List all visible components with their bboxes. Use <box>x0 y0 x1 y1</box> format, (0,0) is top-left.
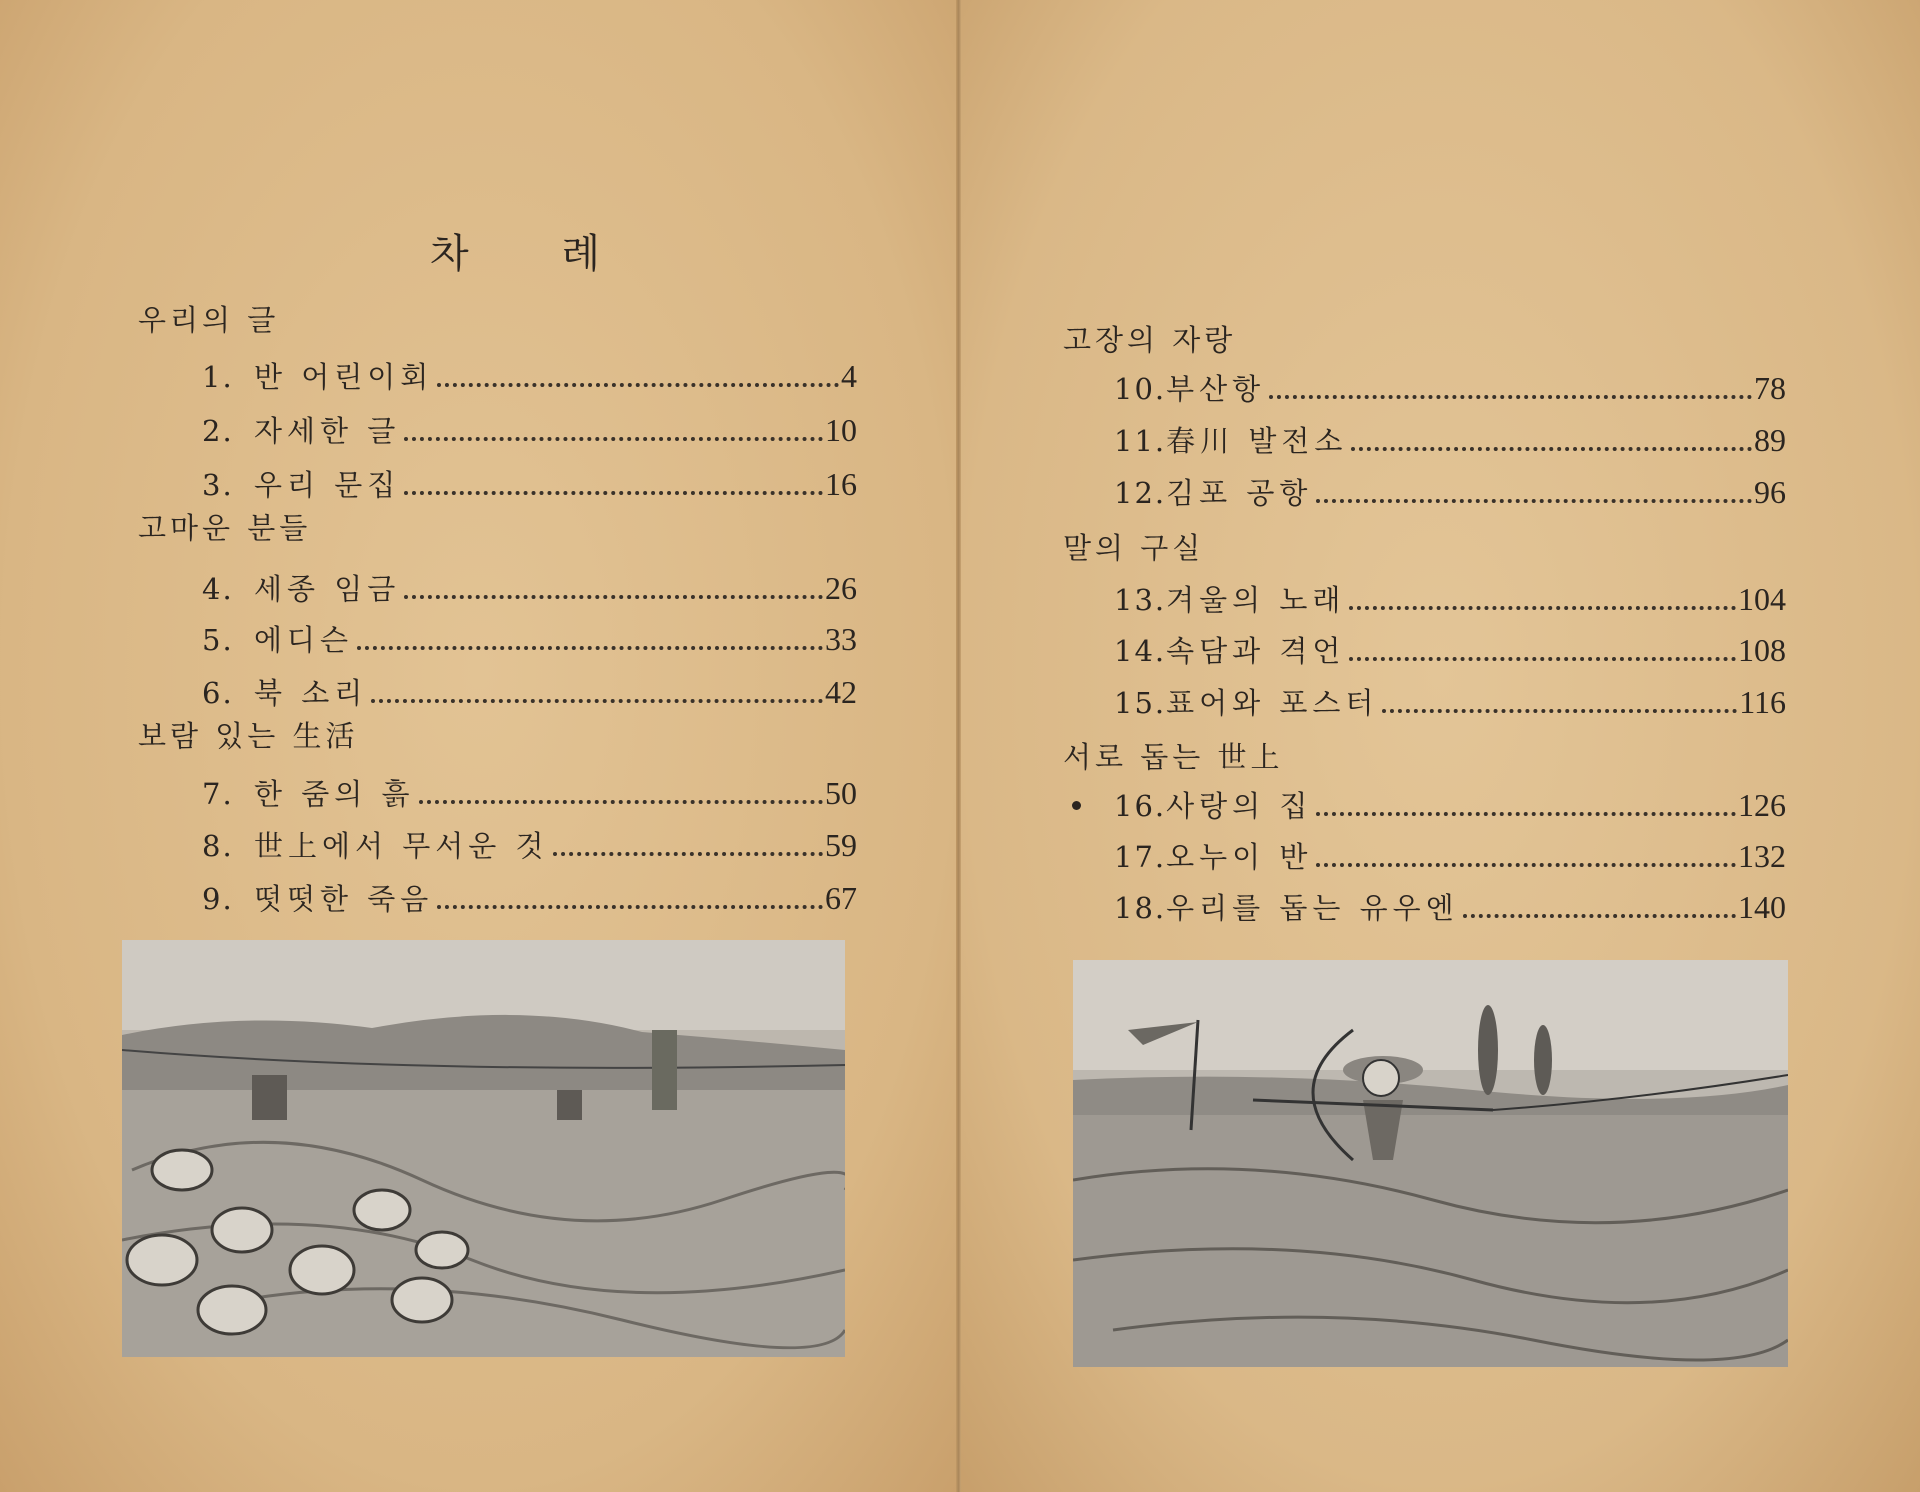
toc-entry[interactable] <box>1114 419 1786 460</box>
dot-leader <box>1316 499 1752 503</box>
dot-leader <box>1382 709 1737 713</box>
toc-entry[interactable] <box>202 772 857 813</box>
entry-page-number: 42 <box>825 674 857 710</box>
dot-leader <box>1316 863 1736 867</box>
toc-entry[interactable] <box>202 463 857 504</box>
entry-title: 표어와 포스터 <box>1166 686 1379 720</box>
illustration-scarecrow-field <box>1073 960 1788 1367</box>
toc-entry[interactable] <box>1114 835 1786 876</box>
section-heading: 보람 있는 生活 <box>138 719 359 753</box>
entry-title: 에디슨 <box>254 623 354 657</box>
entry-title: 자세한 글 <box>254 414 401 448</box>
entry-number: 14. <box>1114 634 1167 668</box>
entry-number: 15. <box>1114 686 1167 720</box>
toc-entry[interactable] <box>202 355 857 396</box>
section-heading: 고장의 자랑 <box>1063 323 1237 357</box>
toc-entry[interactable] <box>202 567 857 608</box>
entry-title: 북 소리 <box>254 676 368 710</box>
entry-title: 한 줌의 흙 <box>254 777 415 811</box>
entry-page-number: 108 <box>1738 632 1786 668</box>
entry-number: 3. <box>202 468 234 502</box>
entry-page-number: 89 <box>1754 422 1786 458</box>
entry-number: 1. <box>202 360 234 394</box>
entry-page-number: 132 <box>1738 838 1786 874</box>
toc-entry[interactable] <box>1114 578 1786 619</box>
illustration-field-with-bells <box>122 940 845 1357</box>
entry-title: 오누이 반 <box>1166 840 1313 874</box>
entry-page-number: 126 <box>1738 787 1786 823</box>
entry-title: 世上에서 무서운 것 <box>254 829 549 863</box>
entry-number: 13. <box>1114 583 1167 617</box>
entry-title: 김포 공항 <box>1166 476 1313 510</box>
entry-title: 春川 발전소 <box>1166 424 1348 458</box>
entry-title: 속담과 격언 <box>1166 634 1346 668</box>
entry-number: 9. <box>202 882 234 916</box>
entry-number: 10. <box>1114 372 1167 406</box>
entry-title: 부산항 <box>1166 372 1266 406</box>
dot-leader <box>1316 812 1736 816</box>
entry-page-number: 78 <box>1754 370 1786 406</box>
entry-page-number: 140 <box>1738 889 1786 925</box>
toc-entry[interactable] <box>202 671 857 712</box>
section-heading: 서로 돕는 世上 <box>1063 740 1284 774</box>
toc-title: 차 례 <box>430 231 640 277</box>
entry-page-number: 96 <box>1754 474 1786 510</box>
entry-page-number: 26 <box>825 570 857 606</box>
toc-entry[interactable] <box>1114 886 1786 927</box>
entry-number: 18. <box>1114 891 1167 925</box>
section-heading: 고마운 분들 <box>138 511 312 545</box>
entry-page-number: 16 <box>825 466 857 502</box>
entry-number: 12. <box>1114 476 1167 510</box>
entry-page-number: 104 <box>1738 581 1786 617</box>
entry-page-number: 50 <box>825 775 857 811</box>
section-heading: 말의 구실 <box>1063 531 1205 565</box>
entry-number: 17. <box>1114 840 1167 874</box>
dot-leader <box>1349 657 1736 661</box>
entry-page-number: 116 <box>1739 684 1786 720</box>
dot-leader <box>553 852 823 856</box>
dot-leader <box>437 383 839 387</box>
entry-page-number: 67 <box>825 880 857 916</box>
left-page <box>0 0 959 1492</box>
entry-number: 11. <box>1114 424 1167 458</box>
entry-page-number: 33 <box>825 621 857 657</box>
entry-title: 사랑의 집 <box>1166 789 1313 823</box>
entry-number: 5. <box>202 623 234 657</box>
dot-leader <box>1463 914 1736 918</box>
toc-entry[interactable] <box>1114 471 1786 512</box>
book-spine <box>956 0 961 1492</box>
entry-title: 겨울의 노래 <box>1166 583 1346 617</box>
toc-entry[interactable] <box>1114 681 1786 722</box>
dot-leader <box>404 491 823 495</box>
dot-leader <box>1269 395 1752 399</box>
entry-number: 4. <box>202 572 234 606</box>
dot-leader <box>371 699 823 703</box>
entry-title: 우리 문집 <box>254 468 401 502</box>
dot-leader <box>357 646 823 650</box>
toc-entry[interactable] <box>202 824 857 865</box>
entry-number: 16. <box>1114 789 1167 823</box>
toc-entry[interactable] <box>202 877 857 918</box>
bullet-mark <box>1072 801 1081 810</box>
entry-number: 2. <box>202 414 234 448</box>
right-page <box>959 0 1920 1492</box>
toc-entry[interactable] <box>202 409 857 450</box>
toc-entry[interactable] <box>1114 784 1786 825</box>
entry-title: 떳떳한 죽음 <box>254 882 434 916</box>
dot-leader <box>1349 606 1736 610</box>
entry-title: 세종 임금 <box>254 572 401 606</box>
dot-leader <box>404 595 823 599</box>
dot-leader <box>1351 447 1752 451</box>
entry-page-number: 4 <box>841 358 857 394</box>
entry-title: 우리를 돕는 유우엔 <box>1166 891 1459 925</box>
toc-entry[interactable] <box>202 618 857 659</box>
entry-number: 8. <box>202 829 234 863</box>
dot-leader <box>404 437 823 441</box>
entry-page-number: 10 <box>825 412 857 448</box>
dot-leader <box>419 800 824 804</box>
entry-number: 7. <box>202 777 234 811</box>
entry-title: 반 어린이회 <box>254 360 434 394</box>
toc-entry[interactable] <box>1114 629 1786 670</box>
section-heading: 우리의 글 <box>138 303 280 337</box>
entry-number: 6. <box>202 676 234 710</box>
entry-page-number: 59 <box>825 827 857 863</box>
dot-leader <box>437 905 823 909</box>
toc-entry[interactable] <box>1114 367 1786 408</box>
